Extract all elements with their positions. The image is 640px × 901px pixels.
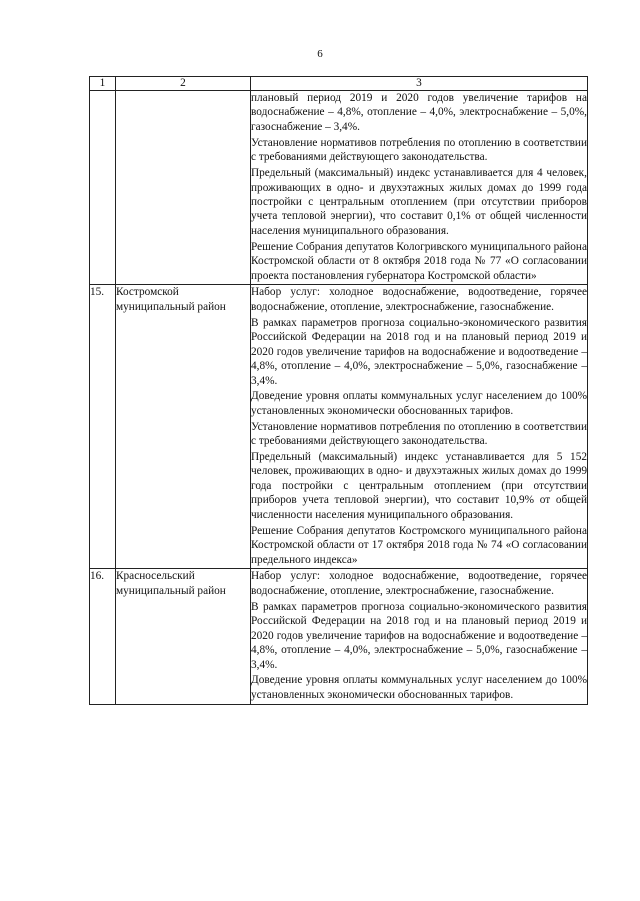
row-description (251, 91, 588, 285)
description-paragraph: Установление нормативов потребления по отоплению в соответствии с требованиями действующего законодательства. (251, 136, 587, 164)
district-name: Красносельский муниципальный район (116, 569, 251, 704)
header-col-3: 3 (251, 77, 588, 91)
description-paragraph: Доведение уровня оплаты коммунальных услуг населением до 100% установленных экономически обоснованных тарифов. (251, 390, 587, 417)
header-col-2: 2 (116, 77, 251, 91)
table-row (90, 91, 588, 285)
district-name: Костромской муниципальный район (116, 285, 251, 569)
table-row (90, 285, 588, 569)
description-paragraph: Решение Собрания депутатов Кологривского муниципального района Костромской области от 8 октября 2018 года № 77 «О согласовании проекта постановления губернатора Костромской области» (251, 240, 587, 282)
district-name (116, 91, 251, 285)
description-paragraph: Набор услуг: холодное водоснабжение, водоотведение, горячее водоснабжение, отопление, электроснабжение, газоснабжение. (251, 286, 587, 313)
description-paragraph: Установление нормативов потребления по отоплению в соответствии с требованиями действующего законодательства. (251, 420, 587, 448)
description-paragraph: Предельный (максимальный) индекс устанавливается для 4 человек, проживающих в одно- и двухэтажных жилых домах до 1999 года постройки с центральным отоплением (при отсутствии приборов учета тепловой энергии), что составит 0,1% от общей численности населения муниципального образования. (251, 167, 587, 237)
description-paragraph: В рамках параметров прогноза социально-экономического развития Российской Федерации на 2018 год и на плановый период 2019 и 2020 годов увеличение тарифов на водоснабжение и водоотведение – 4,8%, отопление – 4,0%, электроснабжение – 5,0%, газоснабжение – 3,4%. (251, 316, 587, 387)
description-paragraph: Набор услуг: холодное водоснабжение, водоотведение, горячее водоснабжение, отопление, электроснабжение, газоснабжение. (251, 570, 587, 597)
row-number: 15. (90, 285, 116, 569)
description-paragraph: плановый период 2019 и 2020 годов увеличение тарифов на водоснабжение – 4,8%, отопление – 4,0%, электроснабжение – 5,0%, газоснабжение – 3,4%. (251, 92, 587, 133)
table-header-row (90, 77, 588, 91)
data-table (89, 76, 588, 705)
description-paragraph: Решение Собрания депутатов Костромского муниципального района Костромской области от 17 октября 2018 года № 74 «О согласовании предельного индекса» (251, 524, 587, 566)
row-description (251, 569, 588, 704)
description-paragraph: Предельный (максимальный) индекс устанавливается для 5 152 человек, проживающих в одно- и двухэтажных жилых домах до 1999 года постройки с центральным отоплением (при отсутствии приборов учета тепловой энергии), что составит 10,9% от общей численности населения муниципального образования. (251, 451, 587, 521)
row-description (251, 285, 588, 569)
header-col-1: 1 (90, 77, 116, 91)
row-number (90, 91, 116, 285)
page-number: 6 (317, 48, 323, 60)
table-row (90, 569, 588, 704)
row-number: 16. (90, 569, 116, 704)
description-paragraph: В рамках параметров прогноза социально-экономического развития Российской Федерации на 2018 год и на плановый период 2019 и 2020 годов увеличение тарифов на водоснабжение и водоотведение – 4,8%, отопление – 4,0%, электроснабжение – 5,0%, газоснабжение – 3,4%. (251, 600, 587, 671)
description-paragraph: Доведение уровня оплаты коммунальных услуг населением до 100% установленных экономически обоснованных тарифов. (251, 674, 587, 701)
